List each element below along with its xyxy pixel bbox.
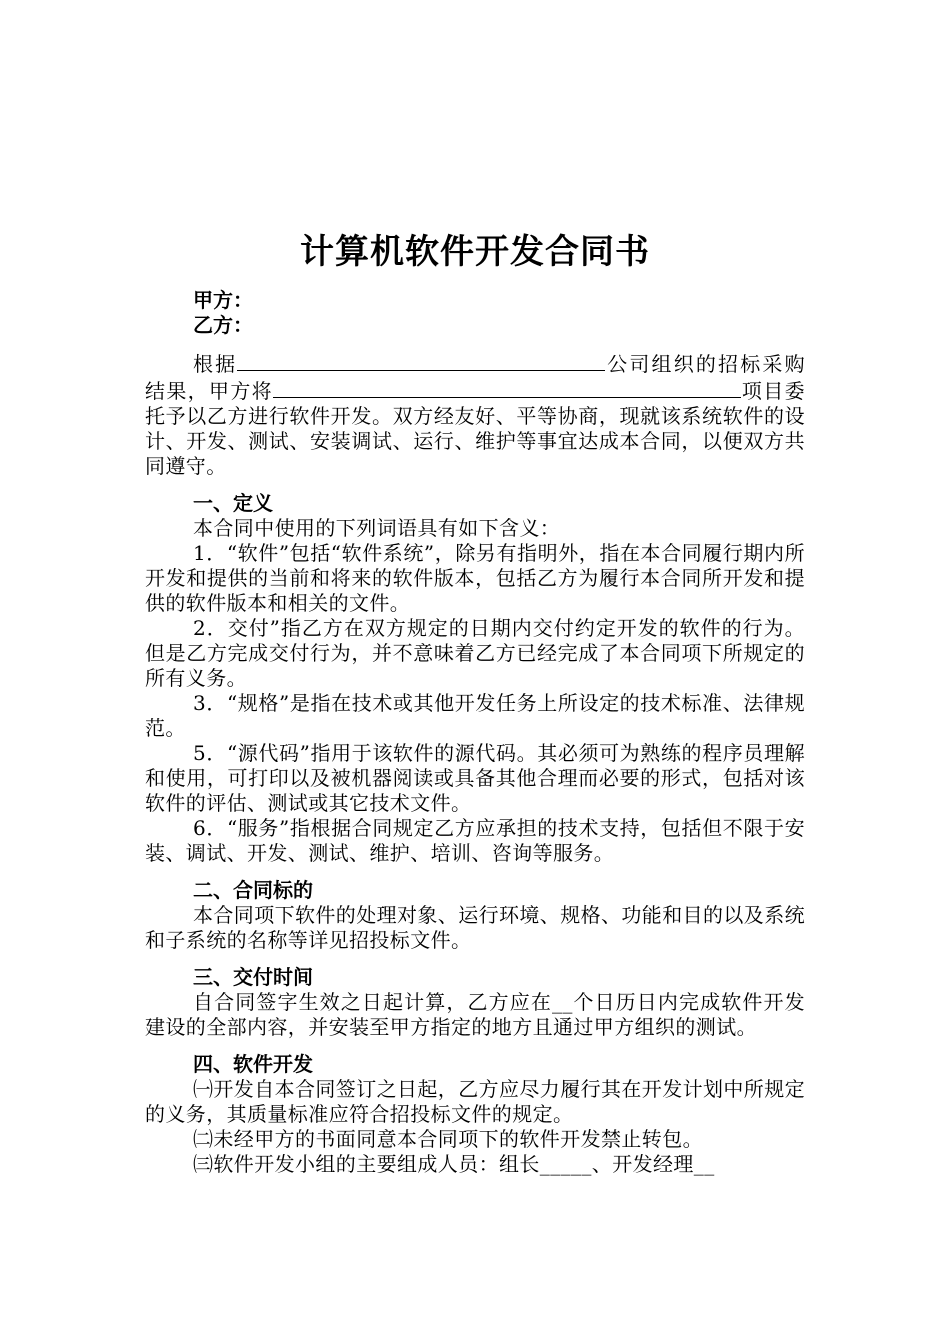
subject-paragraph: 本合同项下软件的处理对象、运行环境、规格、功能和目的以及系统和子系统的名称等详见招投标文件。 — [145, 903, 805, 952]
definition-item: 1．“软件”包括“软件系统”，除另有指明外，指在本合同履行期内所开发和提供的当前和将来的软件版本，包括乙方为履行本合同所开发和提供的软件版本和相关的文件。 — [145, 541, 805, 615]
definition-item: 2．交付”指乙方在双方规定的日期内交付约定开发的软件的行为。但是乙方完成交付行为，并不意味着乙方已经完成了本合同项下所规定的所有义务。 — [145, 616, 805, 690]
party-b-label: 乙方： — [193, 313, 253, 337]
definition-item: 6．“服务”指根据合同规定乙方应承担的技术支持，包括但不限于安装、调试、开发、测试、维护、培训、咨询等服务。 — [145, 816, 805, 865]
intro-paragraph — [145, 350, 805, 479]
development-item: ㈢软件开发小组的主要组成人员：组长_____、开发经理__ — [193, 1152, 715, 1176]
definition-item: 3．“规格”是指在技术或其他开发任务上所设定的技术标准、法律规范。 — [145, 691, 805, 740]
definitions-lead: 本合同中使用的下列词语具有如下含义： — [193, 516, 561, 540]
intro-text-3: 项目委托予以乙方进行软件开发。双方经友好、平等协商，现就该系统软件的设计、开发、测试、安装调试、运行、维护等事宜达成本合同，以便双方共同遵守。 — [145, 379, 805, 478]
delivery-paragraph: 自合同签字生效之日起计算，乙方应在__个日历日内完成软件开发建设的全部内容，并安装至甲方指定的地方且通过甲方组织的测试。 — [145, 990, 805, 1039]
party-a-label: 甲方： — [193, 288, 253, 312]
section-heading-development: 四、软件开发 — [193, 1052, 313, 1076]
section-heading-definitions: 一、定义 — [193, 491, 273, 515]
section-heading-subject: 二、合同标的 — [193, 878, 313, 902]
document-title: 计算机软件开发合同书 — [300, 232, 650, 272]
development-item: ㈡未经甲方的书面同意本合同项下的软件开发禁止转包。 — [193, 1127, 703, 1151]
project-blank — [273, 377, 741, 398]
development-item: ㈠开发自本合同签订之日起，乙方应尽力履行其在开发计划中所规定的义务，其质量标准应符合招投标文件的规定。 — [145, 1077, 805, 1126]
intro-text-2: 公司组织的招标采购结果，甲方将 — [145, 352, 805, 403]
contract-page — [145, 230, 805, 1177]
company-blank — [237, 350, 605, 371]
section-heading-delivery: 三、交付时间 — [193, 965, 313, 989]
definition-item: 5．“源代码”指用于该软件的源代码。其必须可为熟练的程序员理解和使用，可打印以及被机器阅读或具备其他合理而必要的形式，包括对该软件的评估、测试或其它技术文件。 — [145, 741, 805, 815]
intro-text-1: 根据 — [193, 352, 238, 376]
